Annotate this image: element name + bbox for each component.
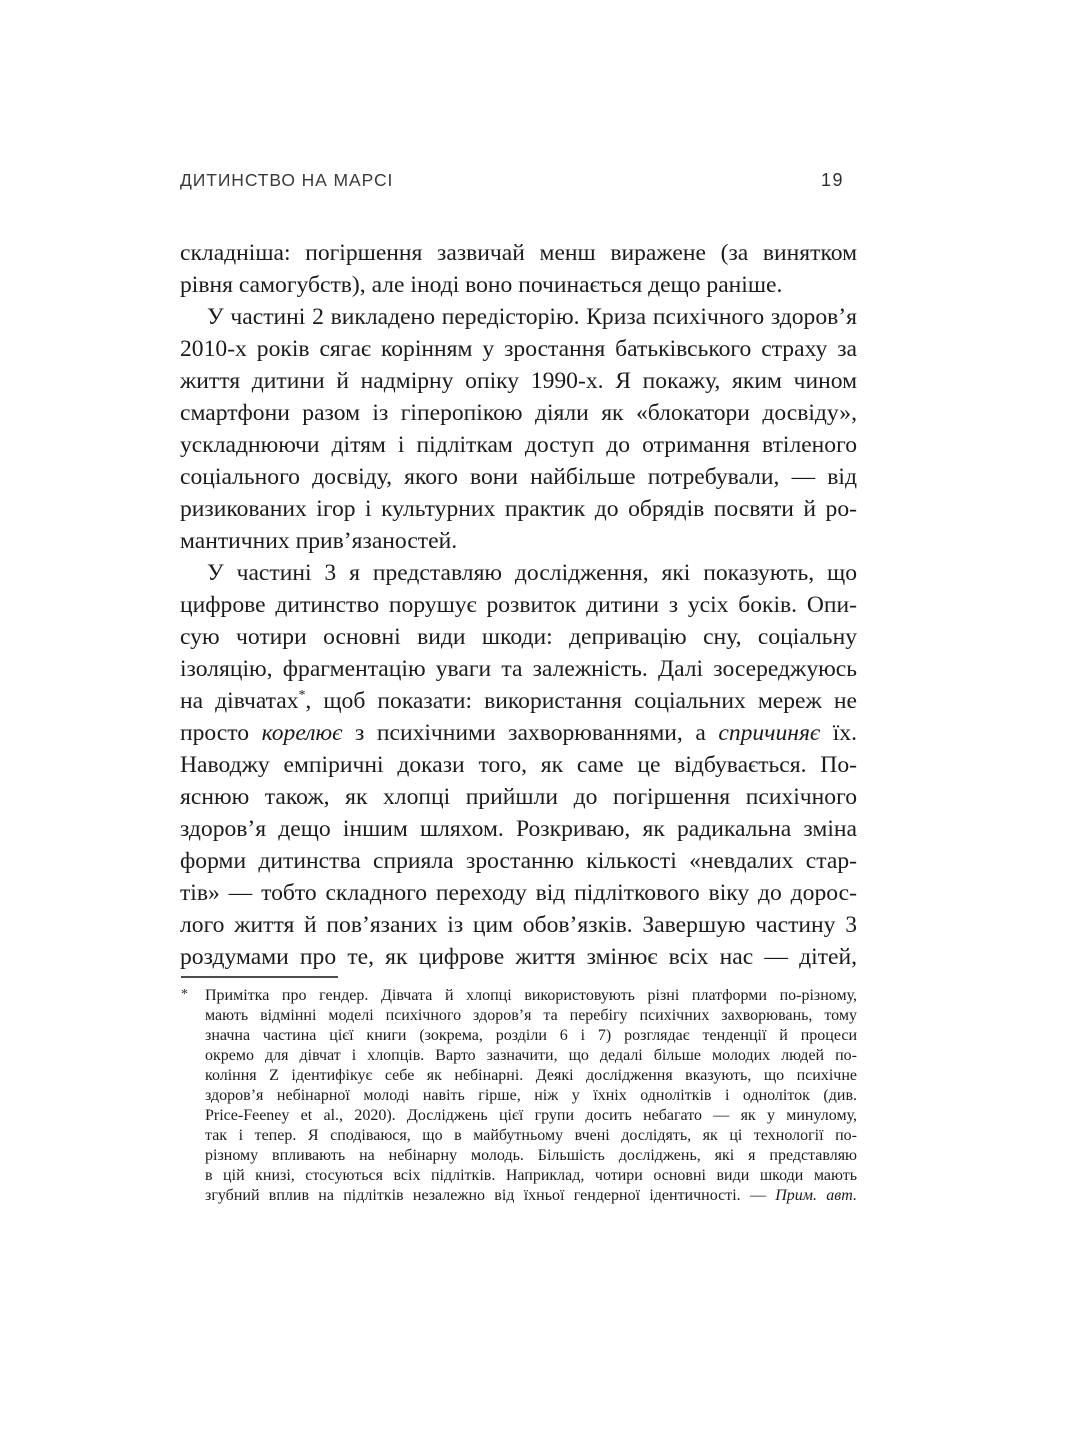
text-line: сую чотири основні види шкоди: депривацію сну, соціальну — [180, 624, 857, 650]
text-line: мантичних прив’язаностей. — [180, 528, 458, 554]
text-line: ізоляцію, фрагментацію уваги та залежність. Далі зосереджуюсь — [180, 656, 857, 682]
text-line: коління Z ідентифікує себе як небінарні. Деякі дослідження вказують, що психічне — [205, 1067, 857, 1084]
text-line: ризикованих ігор і культурних практик до обрядів посвяти й ро- — [180, 496, 857, 522]
text-line: на дівчатах*, щоб показати: використання соціальних мереж не — [180, 687, 857, 714]
text-line: соціального досвіду, якого вони найбільше потребували, — від — [180, 464, 857, 490]
footnote — [180, 986, 857, 1206]
footnote-marker: * — [181, 987, 188, 1002]
text-line: лого життя й пов’язаних із цим обов’язків. Завершую частину 3 — [180, 912, 857, 938]
text-line: різному впливають на небінарну молодь. Більшість досліджень, які я представляю — [205, 1147, 857, 1164]
text-line: 2010-х років сягає корінням у зростання батьківського страху за — [180, 336, 857, 362]
text-line: У частині 2 викладено передісторію. Криза психічного здоров’я — [207, 304, 857, 330]
text-line: в цій книзі, стосуються всіх підлітків. Наприклад, чотири основні види шкоди мають — [205, 1167, 857, 1184]
text-line: яснюю також, як хлопці прийшли до погіршення психічного — [180, 784, 857, 810]
text-line: ускладнюючи дітям і підліткам доступ до отримання втіленого — [180, 432, 857, 458]
text-line: Price-Feeney et al., 2020). Досліджень цієї групи досить небагато — як у минулому, — [205, 1107, 857, 1124]
text-line: смартфони разом із гіперопікою діяли як «блокатори досвіду», — [180, 400, 857, 426]
footnote-separator-rule — [181, 976, 338, 978]
text-line: значна частина цієї книги (зокрема, розділи 6 і 7) розглядає тенденції й процеси — [205, 1027, 857, 1044]
text-line: окремо для дівчат і хлопців. Варто зазначити, що дедалі більше молодих людей по- — [205, 1047, 857, 1064]
text-line: згубний вплив на підлітків незалежно від їхньої гендерної ідентичності. — Прим. авт. — [205, 1187, 857, 1204]
text-line: цифрове дитинство порушує розвиток дитини з усіх боків. Опи- — [180, 592, 857, 618]
body-text — [180, 237, 857, 973]
text-line: здоров’я небінарної молоді навіть гірше, ніж у їхніх однолітків і одноліток (див. — [205, 1087, 857, 1104]
text-line: У частині 3 я представляю дослідження, які показують, що — [207, 560, 857, 586]
text-line: просто корелює з психічними захворюваннями, а спричиняє їх. — [180, 720, 857, 746]
text-line: складніша: погіршення зазвичай менш виражене (за винятком — [180, 240, 857, 266]
text-line: так і тепер. Я сподіваюся, що в майбутньому вчені дослідять, як ці технології по- — [205, 1127, 857, 1144]
text-line: тів» — тобто складного переходу від підліткового віку до дорос- — [180, 880, 857, 906]
running-title: ДИТИНСТВО НА МАРСІ — [180, 170, 394, 190]
page-number: 19 — [820, 170, 844, 190]
text-line: Наводжу емпіричні докази того, як саме це відбувається. По- — [180, 752, 857, 778]
text-line: здоров’я дещо іншим шляхом. Розкриваю, як радикальна зміна — [180, 816, 857, 842]
text-line: рівня самогубств), але іноді воно починається дещо раніше. — [180, 272, 783, 298]
text-line: життя дитини й надмірну опіку 1990-х. Я покажу, яким чином — [180, 368, 857, 394]
text-line: мають відмінні моделі психічного здоров’я та перебігу психічних захворювань, тому — [205, 1007, 857, 1024]
footnote-text — [205, 986, 857, 1206]
text-line: Примітка про гендер. Дівчата й хлопці використовують різні платформи по-різному, — [205, 987, 857, 1004]
page-header — [180, 170, 857, 191]
text-line: форми дитинства сприяла зростанню кількості «невдалих стар- — [180, 848, 857, 874]
text-line: роздумами про те, як цифрове життя змінює всіх нас — дітей, — [180, 944, 857, 970]
